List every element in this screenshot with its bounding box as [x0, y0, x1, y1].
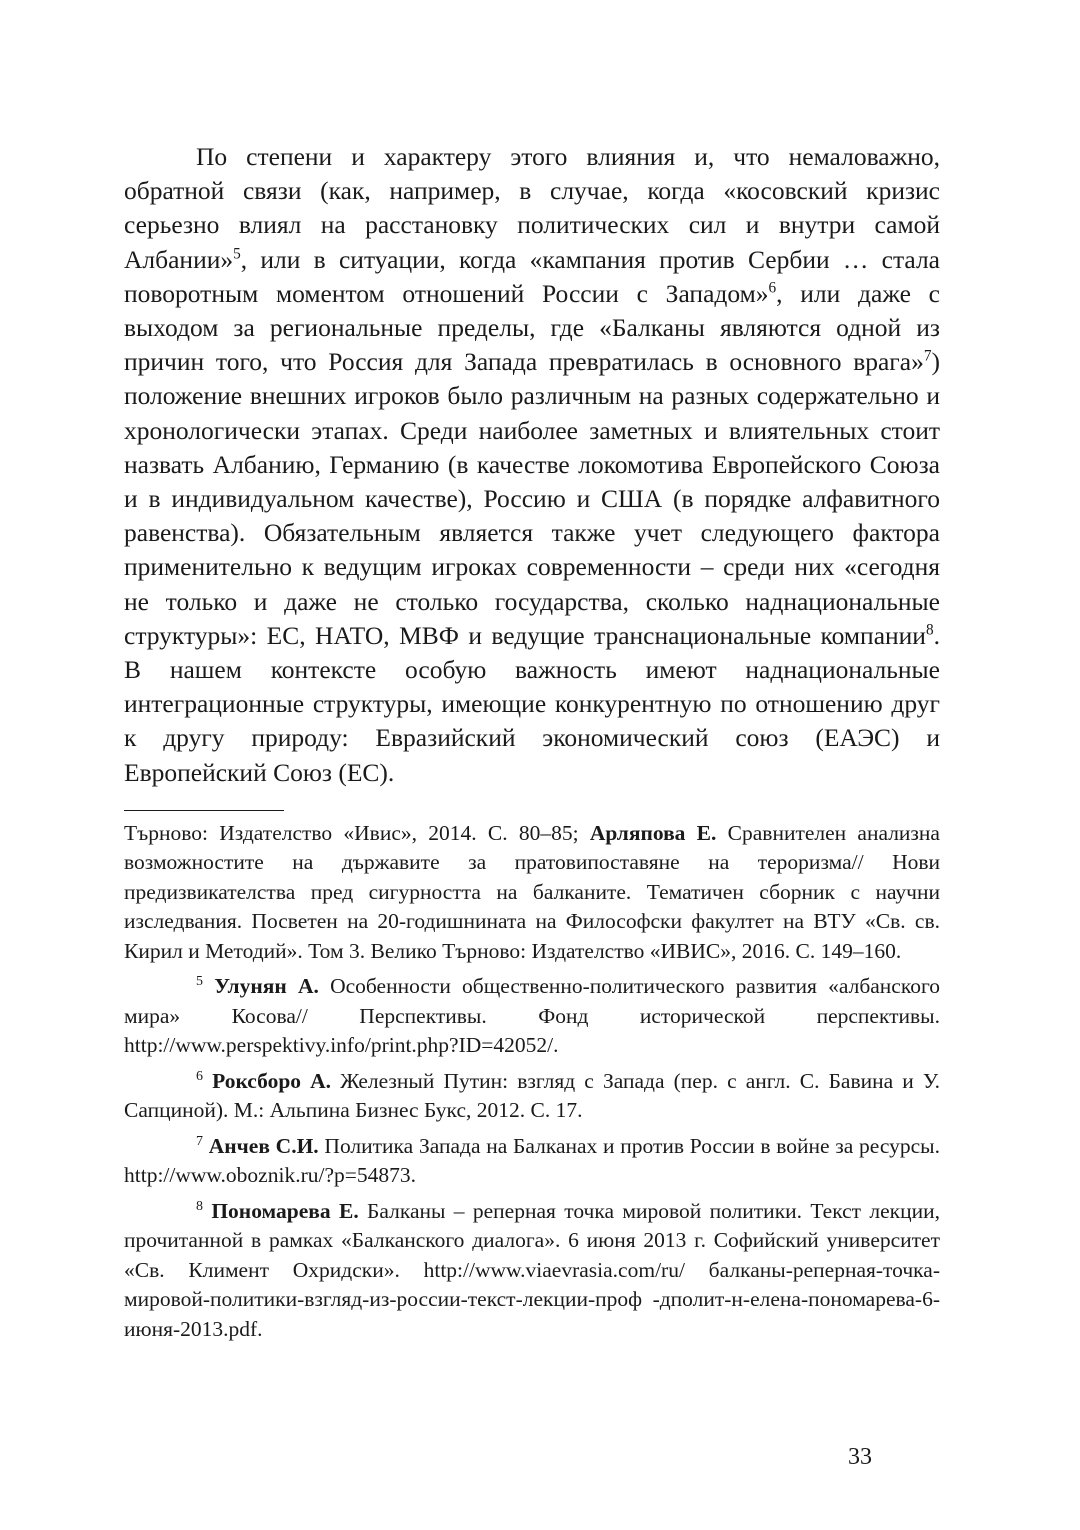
footnote-author: Улунян А. — [214, 974, 319, 999]
footnote-number: 5 — [196, 974, 203, 990]
footnote-6 — [124, 1067, 940, 1126]
footnote-ref-6: 6 — [768, 279, 777, 297]
footnotes — [124, 819, 940, 1345]
footnote-author: Арляпова Е. — [589, 820, 717, 845]
footnote-text: Политика Запада на Балканах и против России в войне за ресурсы. http://www.oboznik.ru/?p=54873. — [124, 1133, 941, 1188]
footnote-ref-8: 8 — [925, 621, 934, 639]
footnote-continuation — [124, 819, 940, 967]
footnote-ref-7: 7 — [923, 347, 932, 365]
page-content — [124, 140, 940, 1350]
main-text — [124, 140, 940, 790]
footnote-number: 8 — [196, 1198, 203, 1214]
footnote-text: Особенности общественно-политического развития «албанского мира» Косова// Перспективы. Фонд исторической перспективы. http://www.perspektivy.info/print.php?ID=42052/. — [124, 974, 940, 1058]
footnote-number: 6 — [196, 1068, 203, 1084]
footnote-5 — [124, 972, 940, 1061]
footnote-author: Анчев С.И. — [208, 1133, 319, 1158]
main-text-segment: , или даже с выходом за региональные пределы, где «Балканы являются одной из причин того, что Россия для Запада превратилась в основного врага» — [124, 278, 940, 377]
main-paragraph — [124, 140, 940, 790]
footnote-divider — [124, 810, 284, 811]
footnote-text: Сравнителен анализна возможностите на държавите за пратовипоставяне на тероризма// Нови предизвикателства пред сигурността на балканите. Тематичен сборник с научни изследвания. Посветен на 20-годишнината на Философски факултет на ВТУ «Св. св. Кирил и Методий». Том 3. Велико Търново: Издателство «ИВИС», 2016. С. 149–160. — [124, 820, 940, 963]
footnote-author: Пономарева Е. — [211, 1198, 359, 1223]
footnote-ref-5: 5 — [233, 245, 241, 263]
footnote-author: Роксборо А. — [212, 1068, 332, 1093]
main-text-segment: , или в ситуации, когда «кампания против Сербии … стала поворотным моментом отношений России с Западом» — [124, 244, 940, 308]
footnote-text: Железный Путин: взгляд с Запада (пер. с англ. С. Бавина и У. Сапциной). М.: Альпина Бизнес Букс, 2012. С. 17. — [124, 1068, 940, 1123]
footnote-7 — [124, 1132, 940, 1191]
footnote-text: Балканы – реперная точка мировой политики. Текст лекции, прочитанной в рамках «Балканского диалога». 6 июня 2013 г. Софийский университет «Св. Климент Охридски». http://www.viaevrasia.com/ru/ балканы-реперная-точка-мировой-политики-взгляд-из-россии-текст-лекции-проф -дполит-н-елена-пономарева-6-июня-2013.pdf. — [124, 1198, 941, 1341]
footnote-8 — [124, 1197, 940, 1345]
main-text-segment: ) положение внешних игроков было различным на разных содержательно и хронологически этапах. Среди наиболее заметных и влиятельных стоит назвать Албанию, Германию (в качестве локомотива Европейского Союза и в индивидуальном качестве), Россию и США (в порядке алфавитного равенства). Обязательным является также учет следующего фактора применительно к ведущим игроках современности – среди них «сегодня не только и даже не столько государства, сколько наднациональные структуры»: ЕС, НАТО, МВФ и ведущие транснациональные компании — [124, 347, 940, 650]
main-text-segment: По степени и характеру этого влияния и, что немаловажно, обратной связи (как, например, в случае, когда «косовский кризис серьезно влиял на расстановку политических сил и внутри самой Албании» — [124, 142, 940, 274]
footnote-number: 7 — [196, 1133, 203, 1149]
page-number: 33 — [848, 1444, 872, 1470]
main-text-segment: . В нашем контексте особую важность имеют наднациональные интеграционные структуры, имеющие конкурентную по отношению друг к другу природу: Евразийский экономический союз (ЕАЭС) и Европейский Союз (ЕС). — [124, 620, 940, 787]
footnote-text: Търново: Издателство «Ивис», 2014. С. 80–85; — [124, 820, 590, 845]
